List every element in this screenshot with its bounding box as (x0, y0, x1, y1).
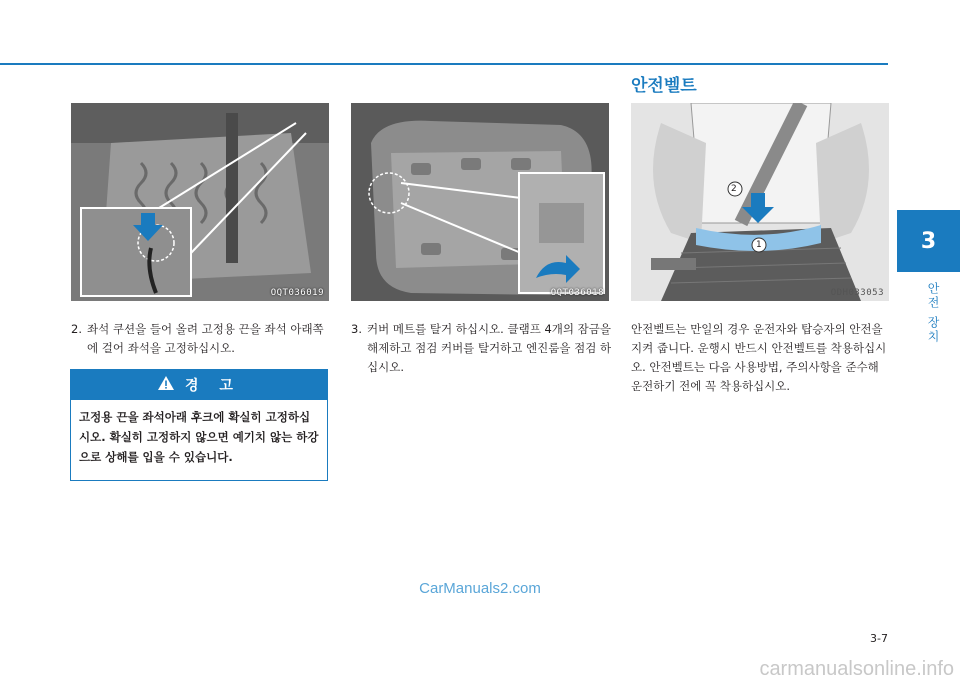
figure-seat-belt (631, 103, 889, 301)
figure-code: OQT036018 (550, 288, 604, 298)
watermark-link[interactable]: CarManuals2.com (419, 580, 541, 597)
top-rule (0, 63, 888, 65)
chapter-number: 3 (920, 228, 937, 254)
seat-belt-illustration (631, 103, 889, 301)
step-number: 2. (71, 322, 82, 336)
figure-code: OQT036019 (270, 288, 324, 298)
figure-seat-strap (71, 103, 329, 301)
step-number: 3. (351, 322, 362, 336)
chapter-tab[interactable] (897, 210, 960, 272)
callout-2: 2 (731, 184, 737, 194)
step-text: 좌석 쿠션을 들어 올려 고정용 끈을 좌석 아래쪽에 걸어 좌석을 고정하십시오. (87, 322, 324, 355)
figure-inspection-cover (351, 103, 609, 301)
step-text: 커버 메트를 탈거 하십시오. 클램프 4개의 잠금을 해제하고 점검 커버를 탈거하고 엔진룸을 점검 하십시오. (367, 322, 612, 374)
seat-belt-description: 안전벨트는 만일의 경우 운전자와 탑승자의 안전을 지켜 줍니다. 운행시 반드시 안전벨트를 착용하십시오. 안전벨트는 다음 사용방법, 주의사항을 준수해 운전하기 전에 꼭 착용하십시오. (631, 322, 887, 393)
watermark-footer[interactable]: carmanualsonline.info (759, 658, 954, 680)
warning-box (70, 369, 328, 481)
warning-title: 경 고 (185, 378, 241, 394)
figure-code: ODH033053 (830, 288, 884, 298)
step-2 (71, 320, 333, 358)
warning-icon (157, 375, 175, 395)
chapter-label: 안전 장치 (926, 282, 940, 344)
callout-1: 1 (756, 240, 762, 250)
warning-text: 고정용 끈을 좌석아래 후크에 확실히 고정하십시오. 확실히 고정하지 않으면 예기치 않는 하강으로 상해를 입을 수 있습니다. (79, 410, 319, 464)
seat-strap-illustration (71, 103, 329, 301)
warning-header (71, 370, 327, 400)
inspection-cover-illustration (351, 103, 609, 301)
page-number: 3-7 (870, 632, 888, 645)
section-title: 안전벨트 (631, 76, 697, 96)
step-3 (351, 320, 613, 377)
